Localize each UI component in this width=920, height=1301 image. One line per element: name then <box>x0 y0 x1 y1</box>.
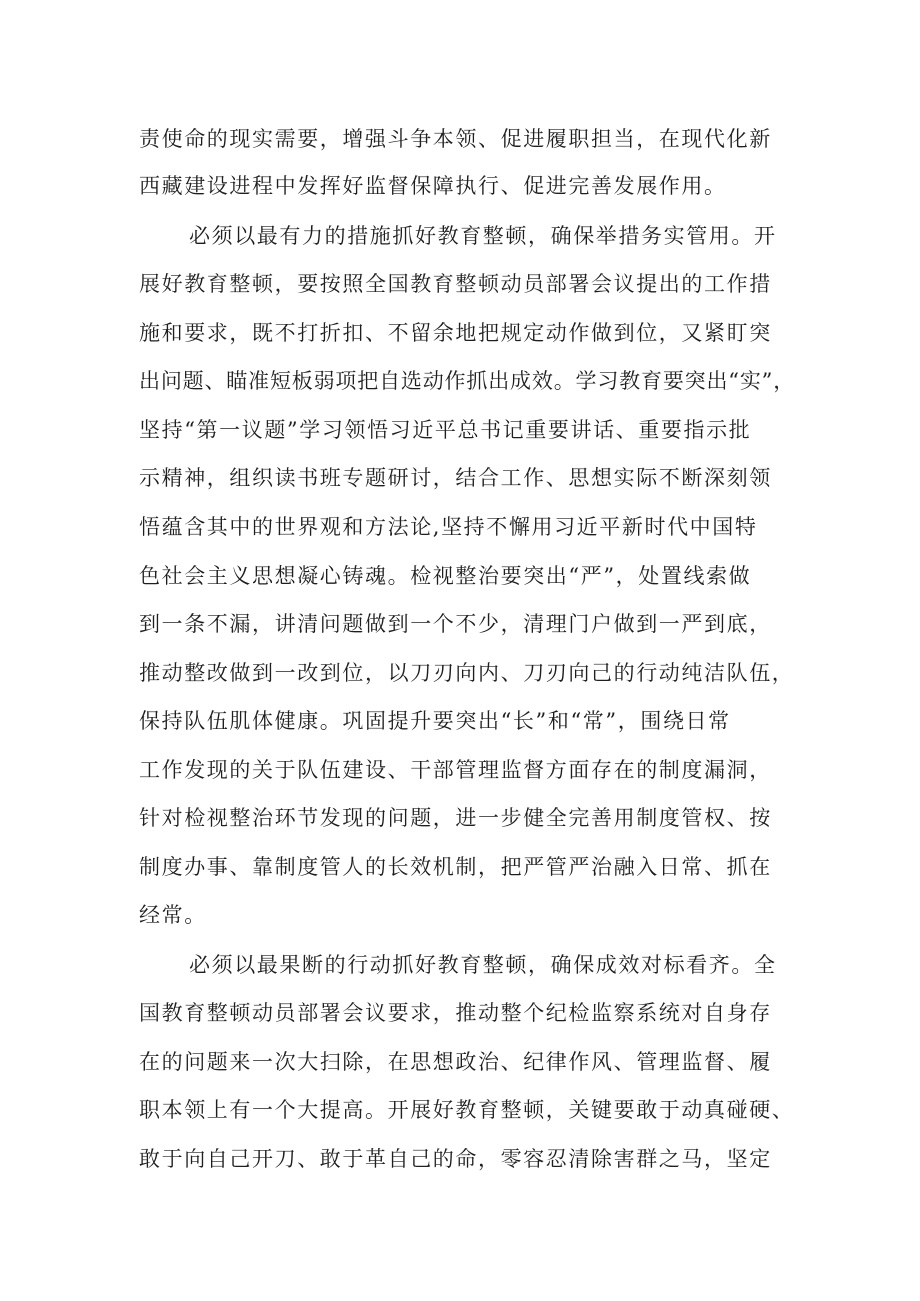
paragraph-start-line: 必须以最有力的措施抓好教育整顿，确保举措务实管用。开 <box>189 224 777 248</box>
text-line: 展好教育整顿，要按照全国教育整顿动员部署会议提出的工作措 <box>139 272 772 296</box>
text-line: 责使命的现实需要，增强斗争本领、促进履职担当，在现代化新 <box>139 127 772 151</box>
text-line: 悟蕴含其中的世界观和方法论,坚持不懈用习近平新时代中国特 <box>139 515 758 539</box>
text-line: 示精神，组织读书班专题研讨，结合工作、思想实际不断深刻领 <box>139 466 772 490</box>
text-line: 国教育整顿动员部署会议要求，推动整个纪检监察系统对自身存 <box>139 1001 772 1025</box>
text-line: 经常。 <box>139 903 207 927</box>
text-line: 到一条不漏，讲清问题做到一个不少，清理门户做到一严到底， <box>139 612 772 636</box>
text-line: 针对检视整治环节发现的问题，进一步健全完善用制度管权、按 <box>139 806 772 830</box>
text-line: 色社会主义思想凝心铸魂。检视整治要突出“严”，处置线索做 <box>139 564 752 588</box>
text-line: 工作发现的关于队伍建设、干部管理监督方面存在的制度漏洞， <box>139 758 772 782</box>
text-line: 施和要求，既不打折扣、不留余地把规定动作做到位，又紧盯突 <box>139 321 772 345</box>
text-line: 保持队伍肌体健康。巩固提升要突出“长”和“常”，围绕日常 <box>139 709 731 733</box>
text-line: 出问题、瞄准短板弱项把自选动作抓出成效。学习教育要突出“实”， <box>139 369 796 393</box>
text-line: 职本领上有一个大提高。开展好教育整顿，关键要敢于动真碰硬、 <box>139 1098 795 1122</box>
text-line: 在的问题来一次大扫除，在思想政治、纪律作风、管理监督、履 <box>139 1050 772 1074</box>
paragraph-start-line: 必须以最果断的行动抓好教育整顿，确保成效对标看齐。全 <box>189 953 777 977</box>
text-line: 西藏建设进程中发挥好监督保障执行、促进完善发展作用。 <box>139 174 727 198</box>
text-line: 制度办事、靠制度管人的长效机制，把严管严治融入日常、抓在 <box>139 855 772 879</box>
text-line: 敢于向自己开刀、敢于革自己的命，零容忍清除害群之马，坚定 <box>139 1147 772 1171</box>
text-line: 推动整改做到一改到位，以刀刃向内、刀刃向己的行动纯洁队伍， <box>139 661 795 685</box>
text-line: 坚持“第一议题”学习领悟习近平总书记重要讲话、重要指示批 <box>139 418 752 442</box>
